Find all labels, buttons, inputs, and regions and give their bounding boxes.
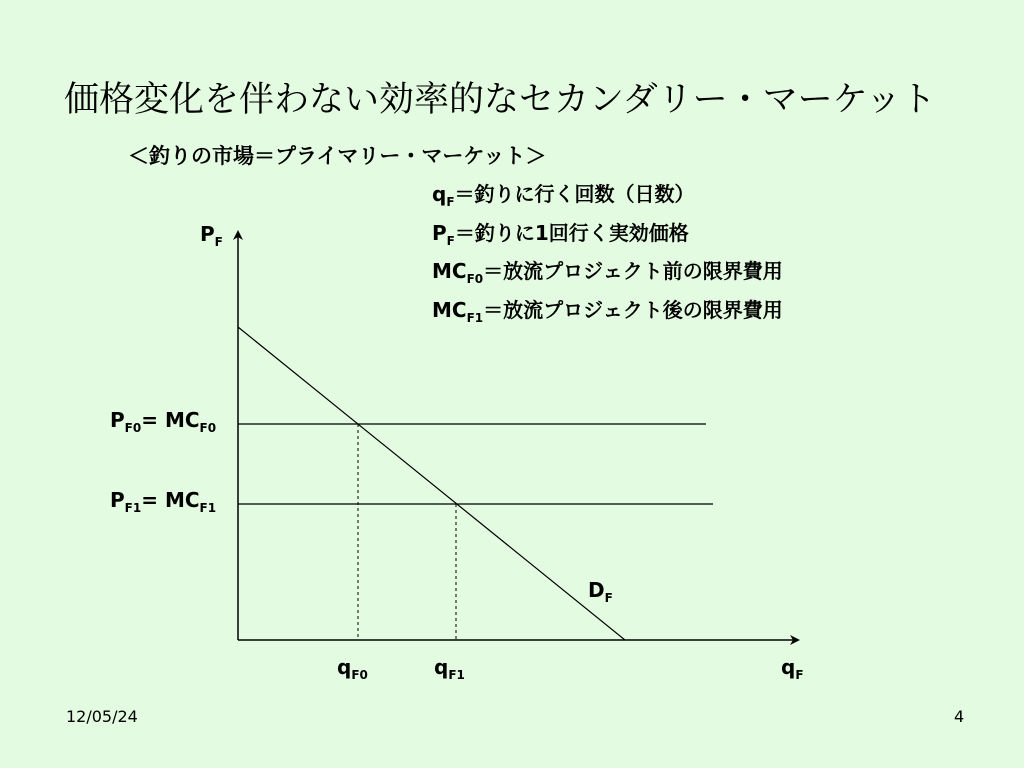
mc-subscript: F0 [199,421,217,435]
page-number: 4 [954,707,965,726]
equals-sign: = [141,408,158,432]
y-axis-subscript: F [214,235,223,249]
slide-subtitle: ＜釣りの市場＝プライマリー・マーケット＞ [128,144,547,168]
quantity-subscript: F0 [351,668,368,682]
quantity-symbol: q [337,655,352,679]
demand-symbol: D [588,578,605,602]
mc-subscript: F1 [199,501,217,515]
legend-symbol: q [432,182,447,206]
legend-subscript: F [446,233,455,248]
legend-subscript: F0 [466,272,484,286]
quantity-subscript: F1 [448,668,465,682]
slide-title: 価格変化を伴わない効率的なセカンダリー・マーケット [64,80,936,120]
price-symbol: P [110,488,125,512]
x-axis-symbol: q [781,655,796,679]
price-subscript: F1 [124,501,142,515]
quantity-label-f0 [337,655,368,682]
mc-symbol: MC [164,408,200,432]
footer-date: 12/05/24 [66,707,138,726]
price-symbol: P [110,408,125,432]
legend-description: ＝放流プロジェクト後の限界費用 [483,297,783,322]
equals-sign: = [141,488,158,512]
price-label-f0 [110,408,217,435]
demand-curve [238,327,625,640]
quantity-label-f1 [434,655,465,682]
y-axis-symbol: P [200,222,215,246]
y-axis-label [200,222,223,249]
legend-symbol: MC [432,297,467,322]
price-subscript: F0 [124,421,142,435]
demand-curve-label [588,578,613,605]
x-axis-label [781,655,804,682]
price-label-f1 [110,488,217,515]
legend-description: ＝釣りに1回行く実効価格 [454,220,689,245]
legend-symbol: MC [432,259,467,283]
legend-symbol: P [432,220,447,245]
legend-subscript: F1 [466,310,484,325]
x-axis-subscript: F [795,668,804,682]
quantity-symbol: q [434,655,449,679]
legend-subscript: F [446,195,455,209]
demand-subscript: F [604,591,613,605]
legend-description: ＝放流プロジェクト前の限界費用 [483,259,783,283]
mc-symbol: MC [164,488,200,512]
legend-description: ＝釣りに行く回数（日数） [454,182,695,206]
